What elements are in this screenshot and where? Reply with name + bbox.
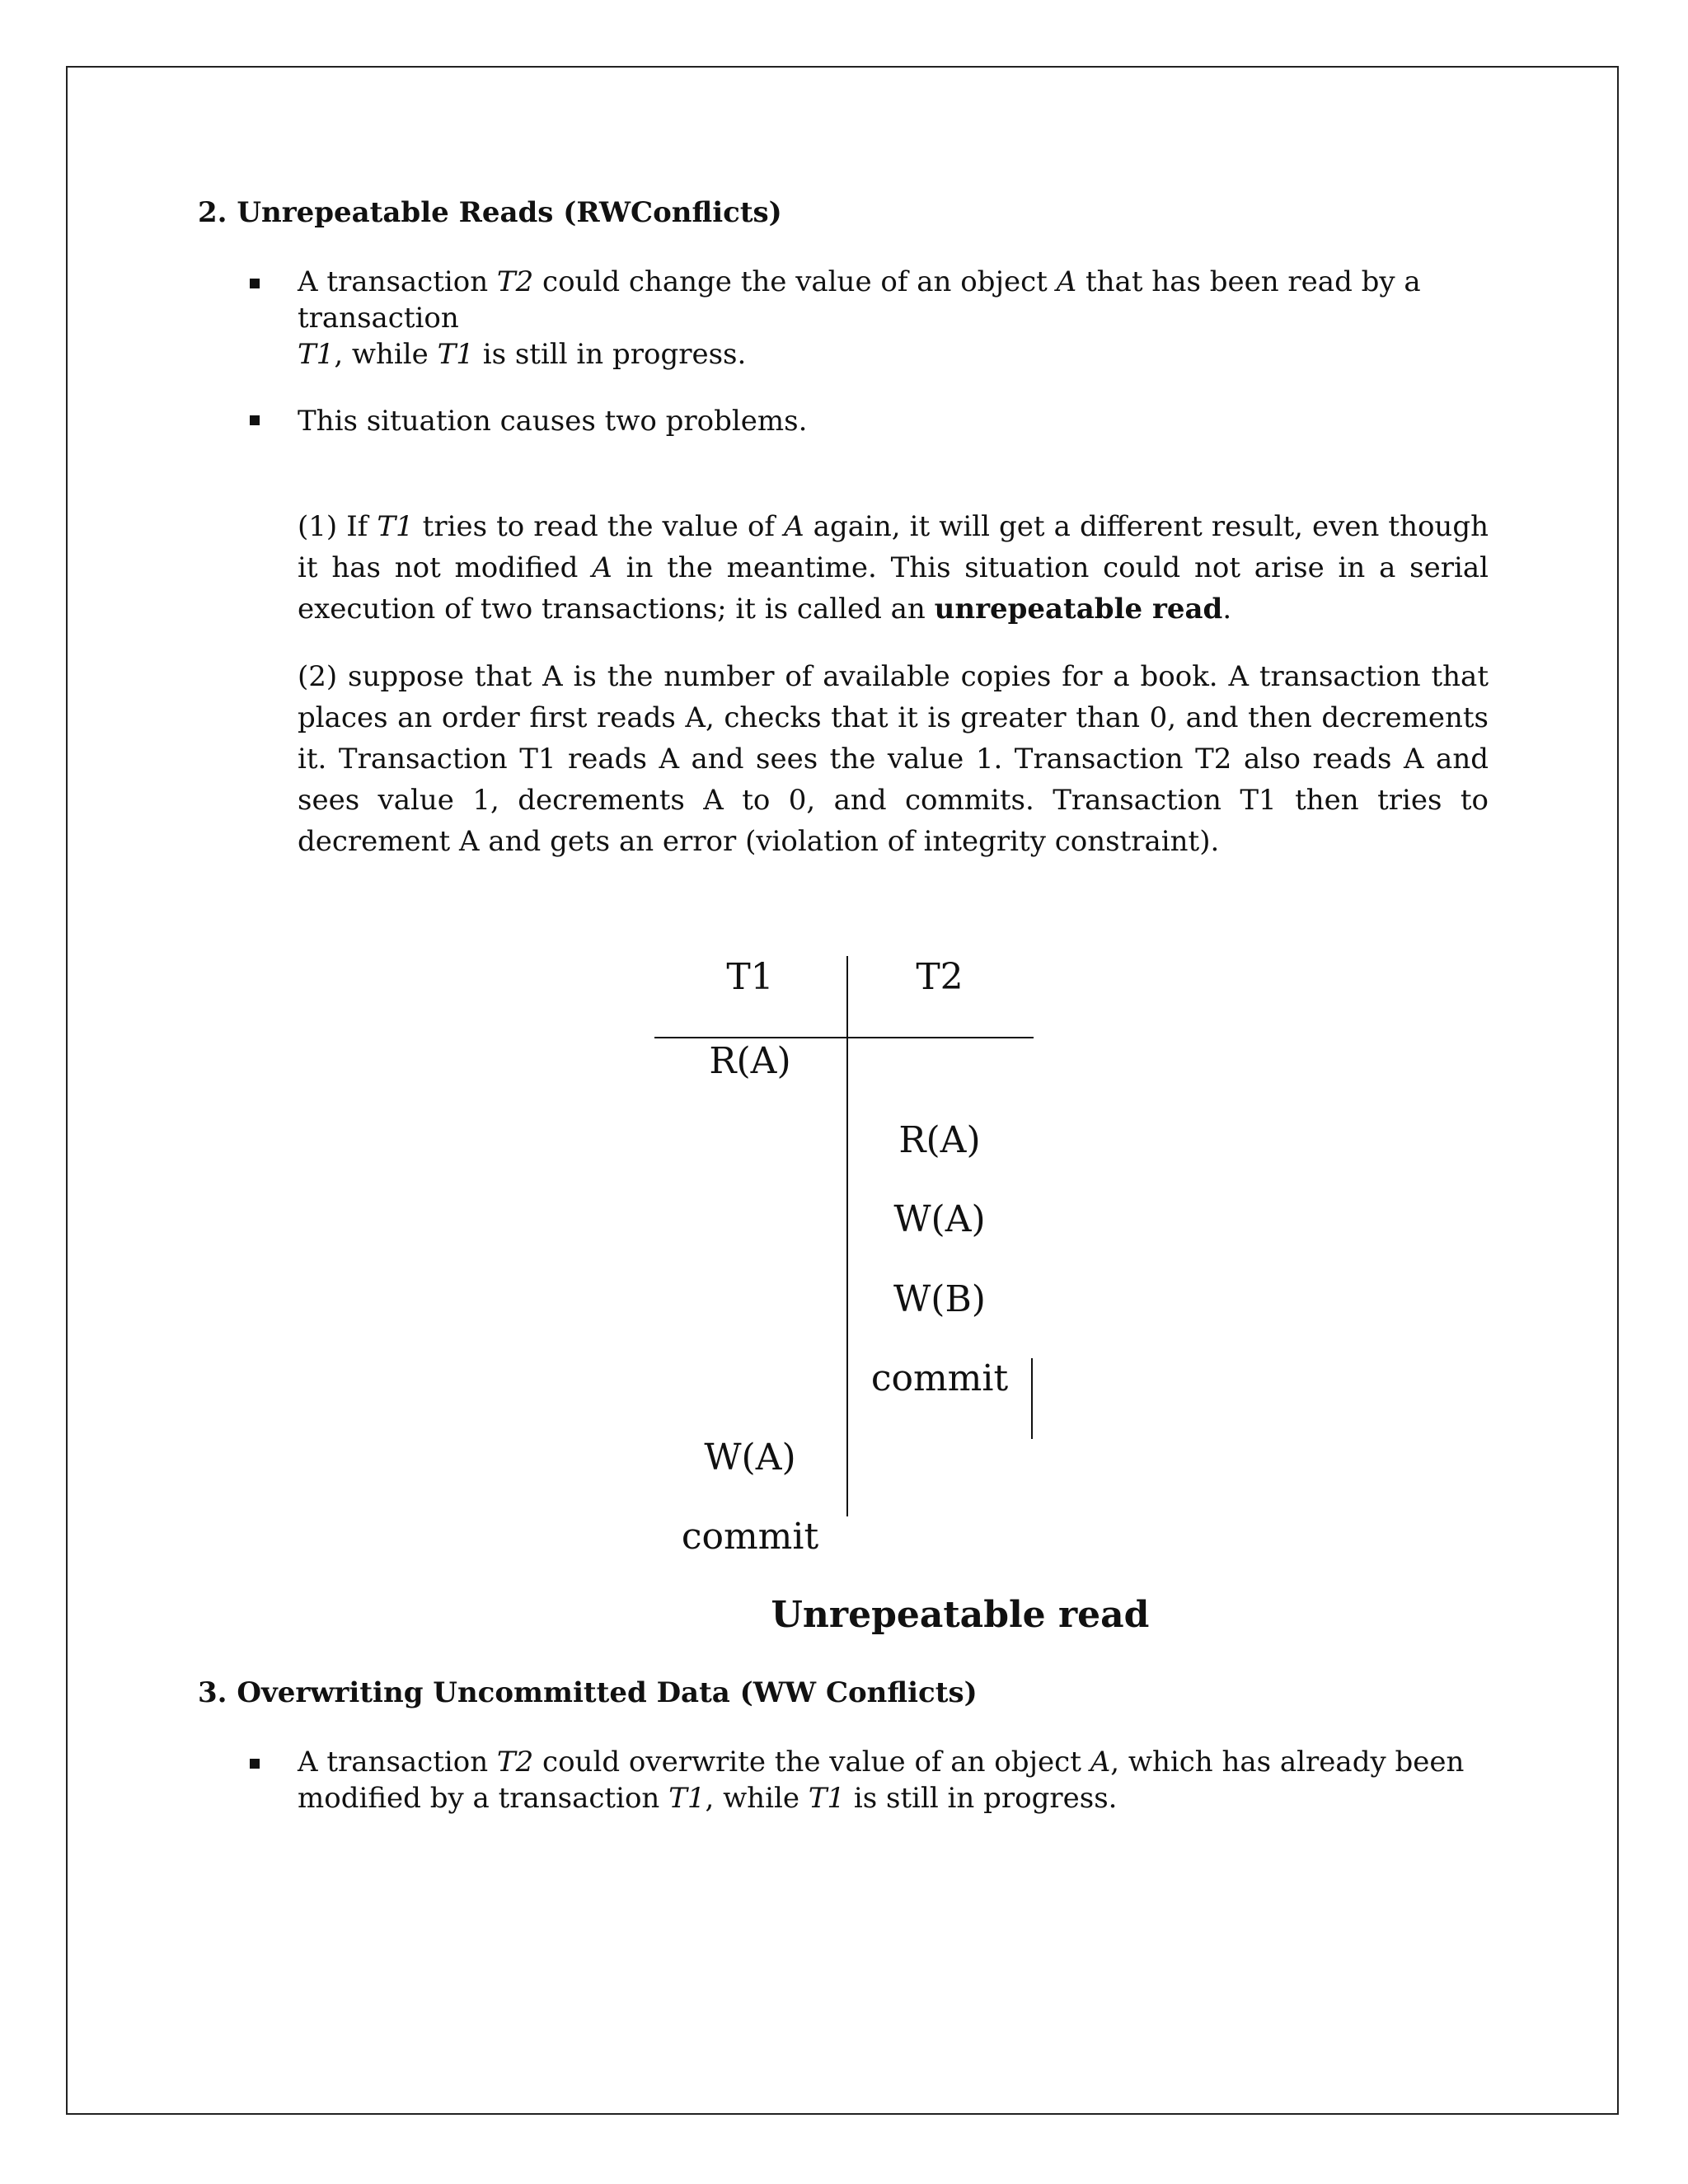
section-3-heading: 3. Overwriting Uncommitted Data (WW Conflicts) [198,1676,978,1709]
text-run: is still in progress. [473,338,747,371]
t2-operation: W(A) [893,1198,986,1240]
text-run: is still in progress. [845,1782,1118,1815]
column-divider [846,956,848,1516]
bullet-text-rw-change [298,264,1484,373]
variable-t1: T1 [808,1782,846,1815]
bullet-marker [250,1759,260,1769]
text-run: could overwrite the value of an object [533,1746,1090,1779]
text-run: . [1222,593,1232,626]
text-run: (1) If [298,510,377,543]
bullet-text-two-problems: This situation causes two problems. [298,405,808,438]
column-header-t2: T2 [916,956,964,998]
commit-bar [1031,1358,1033,1439]
text-run: , which has already been modified by a transaction [298,1746,1465,1815]
text-run: tries to read the value of [413,510,785,543]
variable-a: A [784,510,804,543]
variable-a: A [592,551,612,584]
variable-t1: T1 [437,338,474,371]
column-header-t1: T1 [726,956,774,998]
text-run: that has been read by a transaction [298,265,1421,335]
text-run: again, it will get a different result, even though it has not modified [298,510,1489,584]
variable-t2: T2 [496,1746,534,1779]
variable-t1: T1 [668,1782,706,1815]
variable-a: A [1056,265,1077,298]
text-run: in the meantime. This situation could not arise in a serial execution of two transactions; it is called an [298,551,1489,626]
header-divider [654,1037,1034,1038]
text-run: , while [705,1782,809,1815]
bullet-marker [250,279,260,288]
t2-operation: W(B) [893,1278,986,1320]
t1-operation: commit [681,1516,819,1558]
t2-operation: commit [870,1357,1009,1399]
t2-operation: R(A) [898,1119,981,1161]
variable-a: A [1090,1746,1111,1779]
bullet-marker [250,415,260,425]
problem-2-paragraph: (2) suppose that A is the number of available copies for a book. A transaction that places an order first reads A, checks that it is greater than 0, and then decrements it. Transaction T1 reads A and sees the value 1. Transaction T2 also reads A and sees value 1, decrements A to 0, and commits. Transaction T1 then tries to decrement A and gets an error (violation of integrity constraint). [298,660,1489,858]
variable-t1: T1 [298,338,335,371]
text-run: A transaction [298,1746,497,1779]
term-unrepeatable-read: unrepeatable read [934,593,1223,626]
schedule-caption: Unrepeatable read [771,1594,1150,1636]
bullet-text-ww-overwrite [298,1744,1484,1816]
variable-t2: T2 [496,265,534,298]
t1-operation: W(A) [704,1436,796,1479]
section-2-heading: 2. Unrepeatable Reads (RWConflicts) [198,196,782,229]
text-run: could change the value of an object [533,265,1057,298]
variable-t1: T1 [377,510,414,543]
text-run: , while [334,338,438,371]
problem-1-paragraph [298,506,1489,630]
t1-operation: R(A) [709,1040,791,1082]
text-run: A transaction [298,265,497,298]
